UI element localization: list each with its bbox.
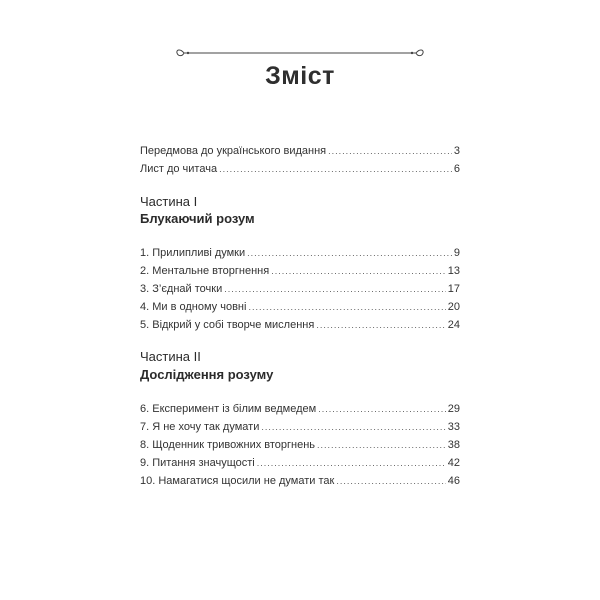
toc-leader-dots (316, 320, 445, 330)
toc-entry[interactable] (140, 439, 460, 455)
toc-entry-label: 5. Відкрий у собі творче мислення (140, 319, 315, 331)
toc-entry[interactable] (140, 265, 460, 281)
toc-leader-dots (224, 284, 446, 294)
toc-entry-label: 6. Експеримент із білим ведмедем (140, 403, 317, 415)
toc-leader-dots (261, 422, 445, 432)
toc-entry-label: 9. Питання значущості (140, 457, 255, 469)
toc-entry-label: Передмова до українського видання (140, 145, 327, 157)
toc-entry-page: 3 (453, 145, 460, 157)
toc-entry[interactable] (140, 301, 460, 317)
toc-entry-page: 9 (453, 247, 460, 259)
toc-entry-page: 46 (447, 475, 460, 487)
toc-entry-page: 6 (453, 163, 460, 175)
toc-entry-label: Лист до читача (140, 163, 218, 175)
page-title: Зміст (265, 62, 335, 90)
toc-entry[interactable] (140, 457, 460, 473)
toc-entry-label: 3. З’єднай точки (140, 283, 223, 295)
toc-entry-page: 17 (447, 283, 460, 295)
toc-entry-page: 38 (447, 439, 460, 451)
toc-leader-dots (248, 302, 445, 312)
ornament-divider-icon (174, 46, 426, 60)
toc-entry[interactable] (140, 145, 460, 161)
toc-leader-dots (336, 476, 445, 486)
toc-leader-dots (219, 164, 452, 174)
toc-leader-dots (271, 266, 446, 276)
toc-entry[interactable] (140, 163, 460, 179)
toc-entry[interactable] (140, 283, 460, 299)
toc-entry-page: 24 (447, 319, 460, 331)
toc-entry[interactable] (140, 421, 460, 437)
toc-entry-label: 2. Ментальне вторгнення (140, 265, 270, 277)
part-title: Дослідження розуму (140, 367, 274, 382)
part-label: Частина I (140, 194, 198, 209)
toc-entry[interactable] (140, 475, 460, 491)
toc-entry[interactable] (140, 319, 460, 335)
toc-entry-label: 7. Я не хочу так думати (140, 421, 260, 433)
toc-entry-label: 1. Прилипливі думки (140, 247, 246, 259)
toc-leader-dots (257, 458, 446, 468)
toc-leader-dots (317, 440, 446, 450)
toc-leader-dots (318, 404, 446, 414)
toc-entry-label: 8. Щоденник тривожних вторгнень (140, 439, 316, 451)
toc-entry-page: 20 (447, 301, 460, 313)
toc-entry-label: 10. Намагатися щосили не думати так (140, 475, 335, 487)
toc-entry-page: 29 (447, 403, 460, 415)
toc-entry[interactable] (140, 247, 460, 263)
toc-entry-page: 33 (447, 421, 460, 433)
toc-leader-dots (247, 248, 452, 258)
toc-entry-page: 13 (447, 265, 460, 277)
toc-entry-label: 4. Ми в одному човні (140, 301, 247, 313)
toc-entry[interactable] (140, 403, 460, 419)
part-title: Блукаючий розум (140, 211, 255, 226)
toc-leader-dots (328, 146, 452, 156)
part-label: Частина II (140, 349, 201, 364)
toc-entry-page: 42 (447, 457, 460, 469)
